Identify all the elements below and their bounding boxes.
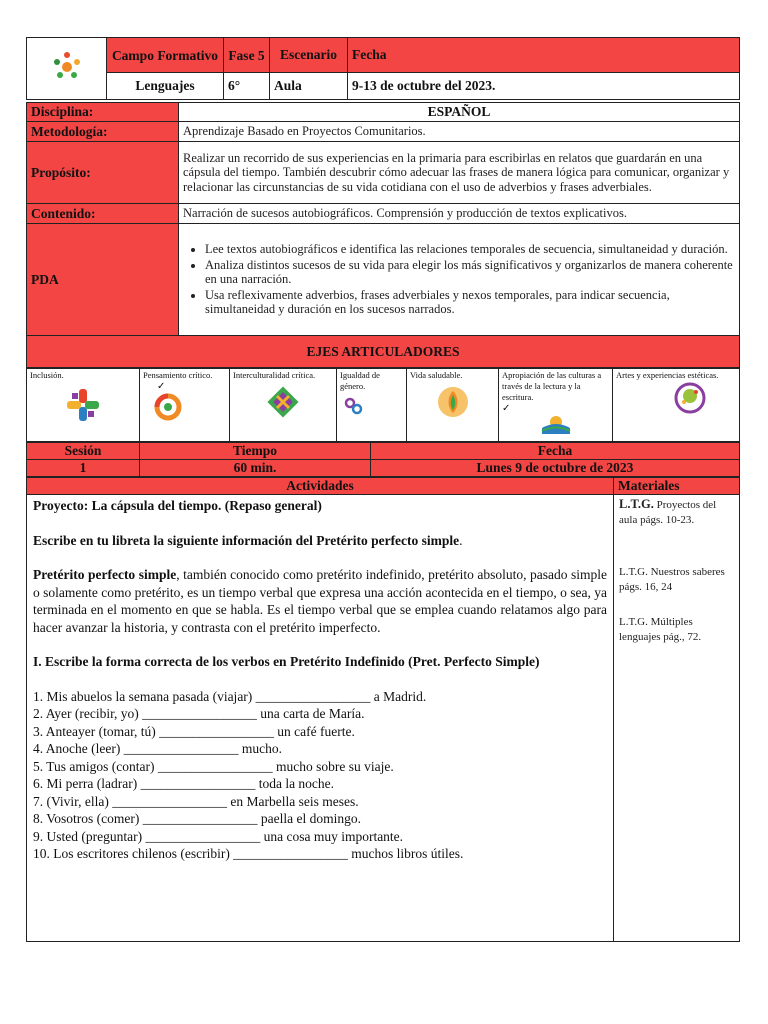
tiempo-value: 60 min. <box>140 460 371 477</box>
sesion-value: 1 <box>27 460 140 477</box>
pda-item: • Lee textos autobiográficos e identifica las relaciones temporales de secuencia, simultaneidad y duración. <box>205 242 735 256</box>
eje-label: Apropiación de las culturas a través de la lectura y la escritura. <box>502 370 602 402</box>
material-item: L.T.G. Nuestros saberes págs. 16, 24 <box>619 566 725 593</box>
material-item: L.T.G. Múltiples lenguajes pág., 72. <box>619 616 702 643</box>
materiales-header: Materiales <box>614 478 740 495</box>
pda-item: • Usa reflexivamente adverbios, frases adverbiales y nexos temporales, para indicar secuencia, simultaneidad y duración en los sucesos narrados. <box>205 288 735 316</box>
eje-interculturalidad <box>230 369 337 442</box>
eje-label: Inclusión. <box>30 370 64 380</box>
tiempo-label: Tiempo <box>140 443 371 460</box>
exercise-item: 1. Mis abuelos la semana pasada (viajar) _________________ a Madrid. <box>33 688 427 704</box>
pda-list <box>183 242 735 316</box>
pda-value <box>179 224 740 336</box>
metodologia-value: Aprendizaje Basado en Proyectos Comunitarios. <box>179 122 740 142</box>
contenido-value: Narración de sucesos autobiográficos. Comprensión y producción de textos explicativos. <box>179 204 740 224</box>
eje-vida-saludable <box>407 369 499 442</box>
eje-pensamiento-critico <box>140 369 230 442</box>
eje-label: Igualdad de género. <box>340 370 380 391</box>
check-mark: ✓ <box>157 381 166 392</box>
definition-term: Pretérito perfecto simple <box>33 567 177 582</box>
eje-artes <box>613 369 740 442</box>
details-table <box>26 102 740 368</box>
exercise-list <box>33 688 607 863</box>
fecha-label: Fecha <box>348 38 740 73</box>
definition-text: , también conocido como pretérito indefinido, pretérito absoluto, pasado simple o solamente como pretérito, es un tiempo verbal que expresa una acción acontecida en el tiempo, o sea, ya terminada en el momento en que se habla. Es el tiempo verbal que se emplea cuando relatamos algo para hacer avanzar la historia, y contrasta con el pretérito imperfecto. <box>33 567 608 635</box>
disciplina-value: ESPAÑOL <box>179 103 740 122</box>
activities-body <box>27 495 614 942</box>
materials-body <box>614 495 740 942</box>
eje-lectura-escritura <box>499 369 613 442</box>
escenario-value: Aula <box>270 73 348 100</box>
fase-value: 6° <box>224 73 270 100</box>
eje-label: Pensamiento crítico. <box>143 370 213 380</box>
project-title: Proyecto: La cápsula del tiempo. (Repaso general) <box>33 498 322 513</box>
interculturalidad-icon <box>266 385 300 419</box>
exercise-item: 4. Anoche (leer) _________________ mucho. <box>33 741 282 756</box>
activities-table <box>26 477 740 942</box>
definition <box>33 566 607 636</box>
exercise-item: 5. Tus amigos (contar) _________________ mucho sobre su viaje. <box>33 758 394 774</box>
ejes-title: EJES ARTICULADORES <box>27 336 740 368</box>
ejes-table <box>26 368 740 442</box>
session-table <box>26 442 740 477</box>
header-table <box>26 37 740 100</box>
exercise-item: 9. Usted (preguntar) _________________ una cosa muy importante. <box>33 828 404 844</box>
contenido-label: Contenido: <box>27 204 179 224</box>
exercise-item: 10. Los escritores chilenos (escribir) _________________ muchos libros útiles. <box>33 846 464 861</box>
fecha-label-session: Fecha <box>371 443 740 460</box>
escenario-label: Escenario <box>270 38 348 73</box>
pda-label: PDA <box>27 224 179 336</box>
proposito-value: Realizar un recorrido de sus experiencias en la primaria para escribirlas en relatos que guardarán en una cápsula del tiempo. También descubrir cómo adecuar las frases de manera lógica para comunicar, organizar y relacionar las circunstancias de su vida cotidiana con el uso de adverbios y frases adverbiales. <box>179 142 740 204</box>
exercise-item: 7. (Vivir, ella) _________________ en Marbella seis meses. <box>33 793 359 809</box>
disciplina-label: Disciplina: <box>27 103 179 122</box>
lectura-escritura-icon <box>539 414 573 436</box>
vida-saludable-icon <box>436 385 470 419</box>
instruction: Escribe en tu libreta la siguiente información del Pretérito perfecto simple. <box>33 532 463 548</box>
artes-icon <box>672 381 708 415</box>
exercise-item: 3. Anteayer (tomar, tú) _________________ un café fuerte. <box>33 723 355 739</box>
material-item: L.T.G. Proyectos del aula págs. 10-23. <box>619 497 717 526</box>
pda-item: • Analiza distintos sucesos de su vida para elegir los más significativos y organizarlos de manera coherente en una narración. <box>205 258 735 286</box>
check-mark: ✓ <box>502 403 511 414</box>
eje-igualdad-genero <box>337 369 407 442</box>
exercise-item: 2. Ayer (recibir, yo) _________________ una carta de María. <box>33 706 365 721</box>
fecha-value: 9-13 de octubre del 2023. <box>348 73 740 100</box>
school-logo <box>27 38 107 100</box>
metodologia-label: Metodología: <box>27 122 179 142</box>
fase-label: Fase 5 <box>224 38 270 73</box>
campo-formativo-value: Lenguajes <box>107 73 224 100</box>
igualdad-genero-icon <box>342 394 366 418</box>
exercise-item: 8. Vosotros (comer) _________________ paella el domingo. <box>33 811 361 826</box>
actividades-header: Actividades <box>27 478 614 495</box>
eje-label: Vida saludable. <box>410 370 463 380</box>
logo-icon <box>50 50 84 84</box>
eje-inclusion <box>27 369 140 442</box>
inclusion-icon <box>64 385 102 425</box>
eje-label: Artes y experiencias estéticas. <box>616 370 719 380</box>
pensamiento-critico-icon <box>151 392 185 422</box>
planning-sheet <box>26 37 739 942</box>
proposito-label: Propósito: <box>27 142 179 204</box>
exercise-title: I. Escribe la forma correcta de los verbos en Pretérito Indefinido (Pret. Perfecto Simple) <box>33 654 540 669</box>
fecha-value-session: Lunes 9 de octubre de 2023 <box>371 460 740 477</box>
exercise-item: 6. Mi perra (ladrar) _________________ toda la noche. <box>33 776 335 791</box>
eje-label: Interculturalidad crítica. <box>233 370 316 380</box>
campo-formativo-label: Campo Formativo <box>107 38 224 73</box>
sesion-label: Sesión <box>27 443 140 460</box>
